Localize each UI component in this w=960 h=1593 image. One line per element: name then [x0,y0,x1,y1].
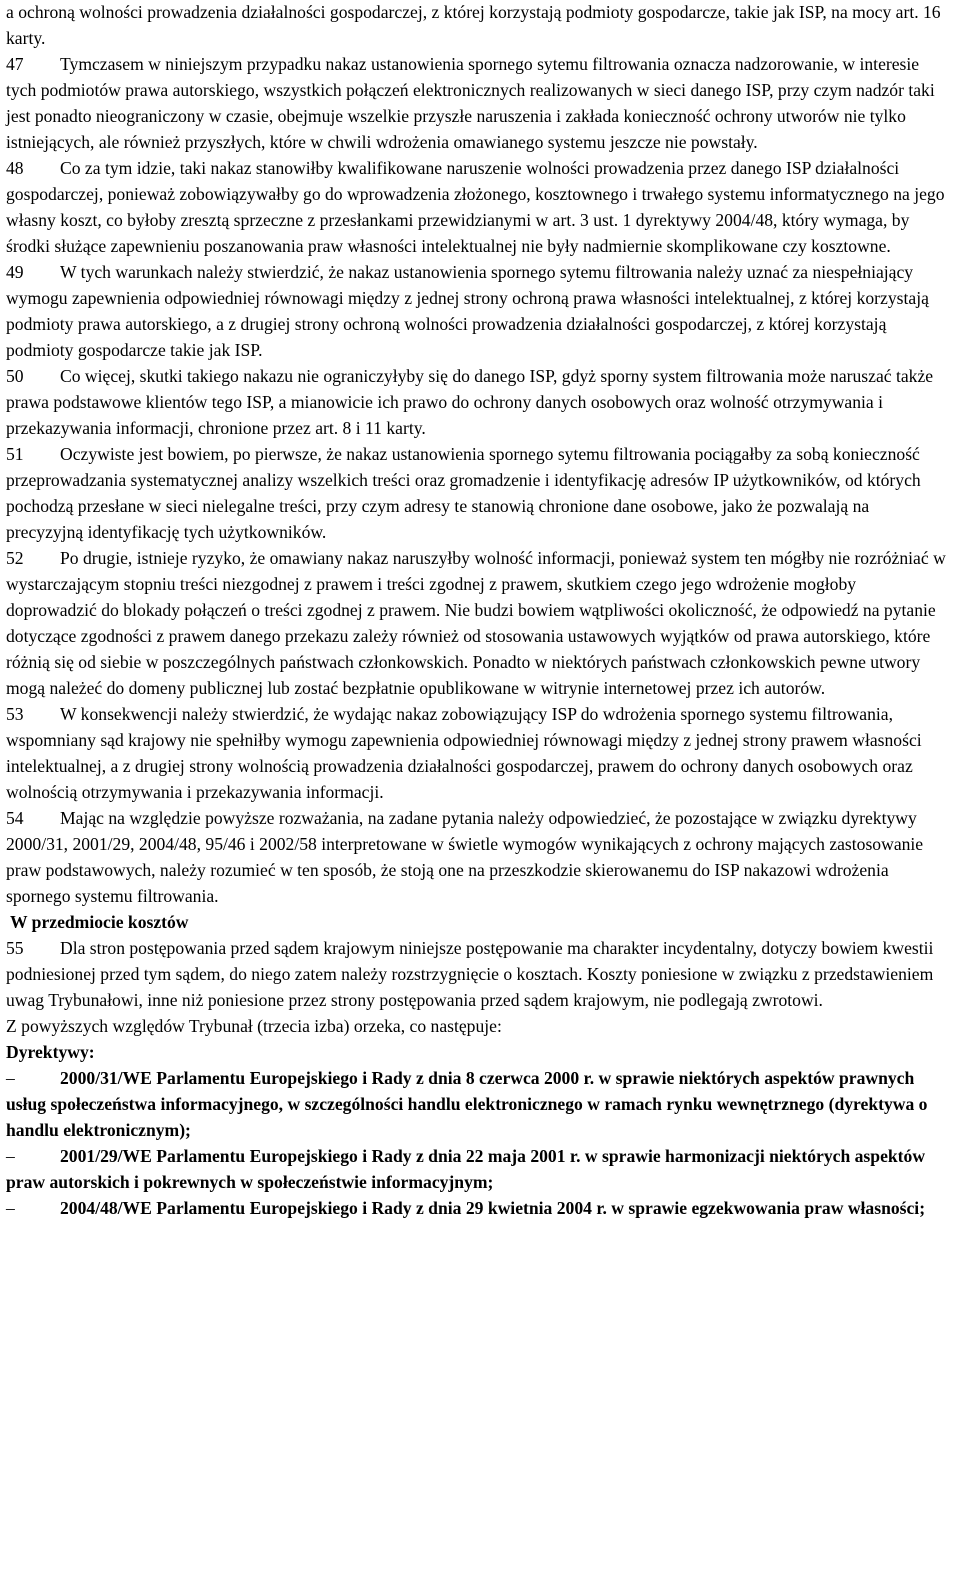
directive-text: 2004/48/WE Parlamentu Europejskiego i Rady z dnia 29 kwietnia 2004 r. w sprawie egzekwowania praw własności; [60,1198,926,1218]
paragraph-number: 53 [6,704,24,724]
paragraph-text: Mając na względzie powyższe rozważania, na zadane pytania należy odpowiedzieć, że pozostające w związku dyrektywy 2000/31, 2001/29, 2004/48, 95/46 i 2002/58 interpretowane w świetle wymogów wynikających z ochrony mających zastosowanie praw podstawowych, należy rozumieć w ten sposób, że stoją one na przeszkodzie skierowanemu do ISP nakazowi wdrożenia spornego systemu filtrowania. [6,808,924,906]
paragraph-50 [6,363,946,441]
paragraph-number: 54 [6,808,24,828]
directive-item [6,1143,946,1195]
directives-label: Dyrektywy: [6,1042,95,1062]
paragraph-47 [6,51,946,155]
paragraph-text: W tych warunkach należy stwierdzić, że nakaz ustanowienia spornego sytemu filtrowania należy uznać za niespełniający wymogu zapewnienia odpowiedniej równowagi między z jednej strony ochroną prawa własności intelektualnej, z której korzystają podmioty prawa autorskiego, a z drugiej strony ochroną wolności prowadzenia działalności gospodarczej, z której korzystają podmioty gospodarcze takie jak ISP. [6,262,929,360]
paragraph-number: 47 [6,54,24,74]
paragraph-number: 55 [6,938,24,958]
paragraph-text: Po drugie, istnieje ryzyko, że omawiany nakaz naruszyłby wolność informacji, ponieważ system ten mógłby nie rozróżniać w wystarczającym stopniu treści niezgodnej z prawem i treści zgodnej z prawem, skutkiem czego jego wdrożenie mogłoby doprowadzić do blokady połączeń o treści zgodnej z prawem. Nie budzi bowiem wątpliwości okoliczność, że odpowiedź na pytanie dotyczące zgodności z prawem danego przekazu zależy również od stosowania ustawowych wyjątków od prawa autorskiego, które różnią się od siebie w poszczególnych państwach członkowskich. Ponadto w niektórych państwach członkowskich pewne utwory mogą należeć do domeny publicznej lub zostać bezpłatnie opublikowane w witrynie internetowej przez ich autorów. [6,548,946,698]
paragraph-48 [6,155,946,259]
paragraph-53 [6,701,946,805]
costs-heading: W przedmiocie kosztów [10,912,189,932]
paragraph-54 [6,805,946,909]
dash-bullet: – [6,1146,15,1166]
paragraph-number: 51 [6,444,24,464]
paragraph-number: 49 [6,262,24,282]
paragraph-52 [6,545,946,701]
paragraph-text: Oczywiste jest bowiem, po pierwsze, że nakaz ustanowienia spornego sytemu filtrowania pociągałby za sobą konieczność przeprowadzania systematycznej analizy wszelkich treści oraz gromadzenie i identyfikację adresów IP użytkowników, od których pochodzą przesłane w sieci nielegalne treści, przy czym adresy te stanowią chronione dane osobowe, jako że pozwalają na precyzyjną identyfikację tych użytkowników. [6,444,921,542]
dash-bullet: – [6,1068,15,1088]
paragraph-number: 52 [6,548,24,568]
dash-bullet: – [6,1198,15,1218]
directive-item [6,1195,946,1221]
directive-item [6,1065,946,1143]
ruling-intro: Z powyższych względów Trybunał (trzecia izba) orzeka, co następuje: [6,1016,502,1036]
intro-fragment: a ochroną wolności prowadzenia działalności gospodarczej, z której korzystają podmioty gospodarcze, takie jak ISP, na mocy art. 16 karty. [6,2,941,48]
directive-text: 2001/29/WE Parlamentu Europejskiego i Rady z dnia 22 maja 2001 r. w sprawie harmonizacji niektórych aspektów praw autorskich i pokrewnych w społeczeństwie informacyjnym; [6,1146,926,1192]
paragraph-number: 50 [6,366,24,386]
paragraph-text: Dla stron postępowania przed sądem krajowym niniejsze postępowanie ma charakter incydentalny, dotyczy bowiem kwestii podniesionej przed tym sądem, do niego zatem należy rozstrzygnięcie o kosztach. Koszty poniesione w związku z przedstawieniem uwag Trybunałowi, inne niż poniesione przez strony postępowania przed sądem krajowym, nie podlegają zwrotowi. [6,938,934,1010]
paragraph-text: W konsekwencji należy stwierdzić, że wydając nakaz zobowiązujący ISP do wdrożenia spornego systemu filtrowania, wspomniany sąd krajowy nie spełniłby wymogu zapewnienia odpowiedniej równowagi między z jednej strony prawem własności intelektualnej, a z drugiej strony wolnością prowadzenia działalności gospodarczej, prawem do ochrony danych osobowych oraz wolnością otrzymywania i przekazywania informacji. [6,704,922,802]
paragraph-49 [6,259,946,363]
paragraph-51 [6,441,946,545]
paragraph-number: 48 [6,158,24,178]
directive-text: 2000/31/WE Parlamentu Europejskiego i Rady z dnia 8 czerwca 2000 r. w sprawie niektórych aspektów prawnych usług społeczeństwa informacyjnego, w szczególności handlu elektronicznego w ramach rynku wewnętrznego (dyrektywa o handlu elektronicznym); [6,1068,928,1140]
paragraph-text: Co za tym idzie, taki nakaz stanowiłby kwalifikowane naruszenie wolności prowadzenia przez danego ISP działalności gospodarczej, ponieważ zobowiązywałby go do wprowadzenia złożonego, kosztownego i trwałego systemu informatycznego na jego własny koszt, co byłoby zresztą sprzeczne z przesłankami przewidzianymi w art. 3 ust. 1 dyrektywy 2004/48, który wymaga, by środki służące zapewnieniu poszanowania praw własności intelektualnej nie były nadmiernie skomplikowane czy kosztowne. [6,158,945,256]
paragraph-text: Tymczasem w niniejszym przypadku nakaz ustanowienia spornego sytemu filtrowania oznacza nadzorowanie, w interesie tych podmiotów prawa autorskiego, wszystkich połączeń elektronicznych realizowanych w sieci danego ISP, przy czym nadzór taki jest ponadto nieograniczony w czasie, obejmuje wszelkie przyszłe naruszenia i zakłada konieczność ochrony utworów nie tylko istniejących, ale również przyszłych, które w chwili wdrożenia omawianego systemu jeszcze nie powstały. [6,54,935,152]
paragraph-55 [6,935,946,1013]
paragraph-text: Co więcej, skutki takiego nakazu nie ograniczyłyby się do danego ISP, gdyż sporny system filtrowania może naruszać także prawa podstawowe klientów tego ISP, a mianowicie ich prawo do ochrony danych osobowych oraz wolność otrzymywania i przekazywania informacji, chronione przez art. 8 i 11 karty. [6,366,934,438]
